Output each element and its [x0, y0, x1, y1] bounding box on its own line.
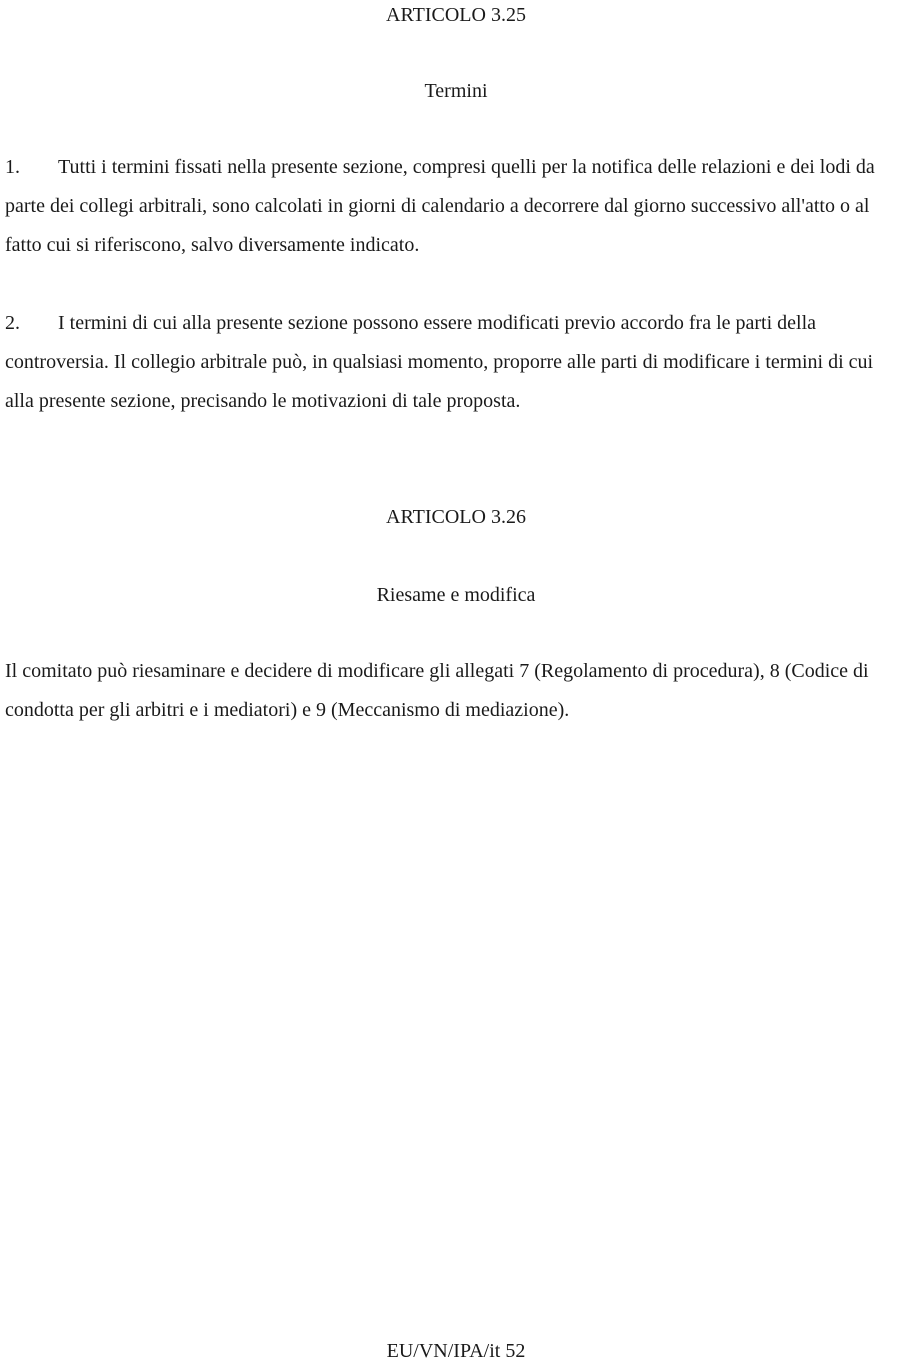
paragraph-number: 2. — [5, 312, 20, 334]
article-paragraph: Il comitato può riesaminare e decidere di modificare gli allegati 7 (Regolamento di procedura), 8 (Codice di condotta per gli arbitri e i mediatori) e 9 (Meccanismo di mediazione). — [5, 660, 869, 721]
paragraph-text: I termini di cui alla presente sezione possono essere modificati previo accordo fra le parti della controversia. Il collegio arbitrale può, in qualsiasi momento, proporre alle parti di modificare i termini di cui alla presente sezione, precisando le motivazioni di tale proposta. — [5, 312, 874, 412]
article-heading: ARTICOLO 3.26 — [386, 506, 526, 528]
article-heading: ARTICOLO 3.25 — [386, 4, 526, 26]
article-title: Riesame e modifica — [376, 584, 536, 606]
page-footer-reference: EU/VN/IPA/it 52 — [386, 1340, 526, 1362]
article-title: Termini — [424, 80, 488, 102]
article-paragraph-1 — [5, 148, 905, 265]
paragraph-text: Tutti i termini fissati nella presente sezione, compresi quelli per la notifica delle relazioni e dei lodi da parte dei collegi arbitrali, sono calcolati in giorni di calendario a decorrere dal giorno successivo all'atto o al fatto cui si riferiscono, salvo diversamente indicato. — [5, 156, 875, 256]
paragraph-number: 1. — [5, 156, 20, 178]
article-paragraph-2 — [5, 304, 905, 421]
